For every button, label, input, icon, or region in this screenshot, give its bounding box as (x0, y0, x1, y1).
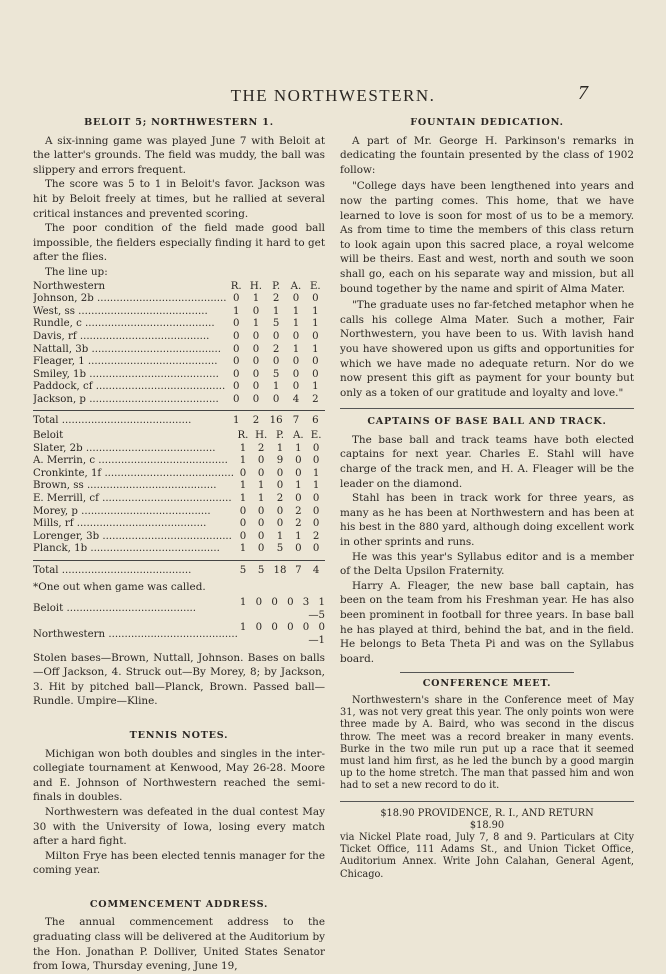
player-name: Slater, 2b ........................................ (33, 442, 216, 454)
stat-cell: 7 (292, 415, 300, 427)
stat-cell: 0 (312, 293, 319, 305)
stat-cell: 1 (292, 343, 300, 355)
page-header: THE NORTHWESTERN. (230, 86, 436, 105)
player-name: E. Merrill, cf ........................................ (33, 493, 232, 505)
beloit-paragraph: The score was 5 to 1 in Beloit's favor. Jackson was hit by Beloit freely at times, but he rallied at several critical instances and prevented scoring. (33, 178, 325, 220)
stat-cell: 1 (312, 480, 320, 492)
stat-cell: 0 (272, 330, 280, 342)
stat-cell: 0 (312, 518, 320, 530)
stat-cell: 1 (292, 318, 300, 330)
player-name: Total ........................................ (33, 565, 192, 576)
stat-cell: 0 (312, 330, 319, 342)
stat-cell: 0 (295, 543, 302, 555)
player-name: Total ........................................ (33, 415, 192, 427)
stat-cell: 1 (312, 343, 319, 355)
stat-cell: 0 (239, 505, 247, 517)
table-row (33, 518, 325, 531)
stat-cell: 1 (239, 493, 247, 505)
stat-cell: 0 (312, 368, 319, 380)
stat-cell: 0 (257, 455, 265, 467)
tennis-paragraph: Milton Frye has been elected tennis manager for the coming year. (33, 849, 325, 877)
stat-cell: 0 (252, 356, 260, 368)
commencement-heading: COMMENCEMENT ADDRESS. (89, 898, 269, 910)
stat-cell: 2 (272, 293, 280, 305)
team-name: Beloit ........................................ (33, 603, 197, 615)
stat-cell: 0 (232, 343, 240, 355)
stat-cell: 1 (312, 318, 319, 330)
stat-cell: R. (237, 430, 249, 442)
stat-cell: 5 (272, 368, 280, 380)
stat-cell: 4 (292, 393, 300, 405)
captains-paragraph: Stahl has been in track work for three years, as many as he has been at Northwestern and has been at his best in the 880 yard, although doing excellent work in other sprints and runs. (340, 492, 634, 549)
beloit-paragraph: A six-inning game was played June 7 with Beloit at the latter's grounds. The field was muddy, the ball was slippery and errors frequent. (33, 134, 325, 176)
table-row (33, 381, 325, 394)
stat-cell: 5 (257, 565, 265, 576)
stat-cell: 0 (252, 343, 260, 355)
stat-cell: 2 (312, 393, 319, 405)
stat-cell: 0 (292, 330, 300, 342)
stat-cell: 1 (239, 543, 247, 555)
table-row (33, 468, 325, 481)
stat-cell: 0 (239, 530, 247, 542)
stat-cell: 0 (276, 480, 284, 492)
table-row (33, 455, 325, 468)
stat-cell: 0 (292, 293, 300, 305)
stat-cell: 0 (295, 467, 302, 479)
stat-cell: 1 (232, 415, 240, 427)
stat-cell: 0 (239, 467, 247, 479)
table-row (33, 293, 325, 306)
player-name: Brown, ss ........................................ (33, 480, 217, 492)
stat-cell: 7 (295, 565, 302, 576)
captains-paragraph: Harry A. Fleager, the new base ball captain, has been on the team from his Freshman year. He has also been prominent in football for three years. In base ball he has played at third, behind the bat, and in the field. He belongs to Beta Theta Pi and was on the Syllabus board. (340, 579, 634, 665)
game-note: *One out when game was called. (33, 580, 206, 593)
stat-cell: 0 (292, 381, 300, 393)
game-summary: Stolen bases—Brown, Nuttall, Johnson. Bases on balls—Off Jackson, 4. Struck out—By Morey, 8; by Jackson, 3. Hit by pitched ball—Planck, Brown. Passed ball—Rundle. Umpire—Kline. (33, 651, 325, 708)
captains-paragraph: The base ball and track teams have both elected captains for next year. Charles E. Stahl will have charge of the track men, and H. A. Fleager will be the leader on the diamond. (340, 433, 634, 490)
stat-cell: 2 (252, 415, 260, 427)
stat-cell: 1 (312, 467, 320, 479)
section-divider (340, 801, 634, 802)
player-name: West, ss ........................................ (33, 305, 208, 317)
table-row (33, 543, 325, 556)
northwestern-box-score (33, 281, 325, 429)
stat-cell: 1 (252, 318, 260, 330)
stat-cell: 1 (272, 381, 280, 393)
stat-cell: 1 (276, 530, 284, 542)
tennis-paragraph: Michigan won both doubles and singles in the inter-collegiate tournament at Kenwood, May 26-28. Moore and E. Johnson of Northwestern reached the semi-finals in doubles. (33, 747, 325, 804)
table-row (33, 443, 325, 456)
player-name: Mills, rf ........................................ (33, 518, 207, 530)
stat-cell: 0 (232, 381, 240, 393)
table-row (33, 394, 325, 407)
stat-cell: 0 (232, 318, 240, 330)
stat-cell: 1 (272, 305, 280, 317)
stat-cell: 5 (272, 318, 280, 330)
fountain-paragraph: "The graduate uses no far-fetched metaphor when he calls his college Alma Mater. Such a mother, Fair Northwestern, you have been to us. With lavish hand you have showered upon us gifts and opportunities for which we have made no adequate return. Nor do we now present this gift as payment for your bounty but only as a token of our gratitude and loyalty and love." (340, 299, 635, 399)
stat-cell: 0 (257, 467, 265, 479)
stat-cell: 0 (276, 467, 284, 479)
beloit-paragraph: The poor condition of the field made good ball impossible, the fielders especially finding it hard to get after the flies. (33, 222, 325, 264)
page-number: 7 (578, 82, 588, 104)
stat-cell: 18 (273, 565, 287, 576)
tennis-heading: TENNIS NOTES. (129, 729, 229, 741)
stat-cell: 0 (252, 393, 260, 405)
stat-cell: P. (275, 430, 284, 442)
table-row (33, 369, 325, 382)
inning-scores: 1 0 0 0 3 1—5 (239, 597, 325, 621)
stat-cell: R. (230, 280, 242, 292)
stat-cell: 0 (292, 356, 300, 368)
stat-cell: 0 (252, 368, 260, 380)
tennis-paragraph: Northwestern was defeated in the dual contest May 30 with the University of Iowa, losing every match after a hard fight. (33, 805, 325, 848)
advert-title: $18.90 PROVIDENCE, R. I., AND RETURN (380, 807, 594, 819)
stat-cell: 9 (276, 455, 284, 467)
player-name: Cronkinte, 1f ........................................ (33, 467, 234, 479)
stat-cell: E. (310, 430, 322, 442)
captains-paragraph: He was this year's Syllabus editor and is a member of the Delta Upsilon Fraternity. (340, 550, 634, 578)
player-name: Paddock, cf ........................................ (33, 381, 226, 393)
stat-cell: 0 (252, 305, 260, 317)
stat-cell: 6 (312, 415, 319, 427)
beloit-heading: BELOIT 5; NORTHWESTERN 1. (84, 117, 274, 128)
commencement-paragraph: The annual commencement address to the graduating class will be delivered at the Auditorium by the Hon. Jonathan P. Dolliver, United States Senator from Iowa, Thursday evening, June 19, (33, 916, 325, 973)
stat-cell: 0 (257, 505, 265, 517)
player-name: Northwestern (33, 280, 106, 292)
beloit-paragraph: The line up: (45, 265, 108, 278)
stat-cell: 5 (276, 543, 284, 555)
stat-cell: 0 (252, 330, 260, 342)
stat-cell: 0 (312, 442, 320, 454)
stat-cell: 0 (312, 356, 319, 368)
stat-cell: 2 (276, 493, 284, 505)
table-row (33, 506, 325, 519)
table-row (33, 331, 325, 344)
player-name: Beloit (33, 430, 64, 442)
stat-cell: 1 (276, 442, 284, 454)
stat-cell: 0 (312, 455, 320, 467)
stat-cell: 0 (232, 330, 240, 342)
innings-score (33, 597, 325, 647)
stat-cell: 1 (239, 442, 247, 454)
player-name: A. Merrin, c ........................................ (33, 455, 228, 467)
table-header (33, 281, 325, 294)
player-name: Rundle, c ........................................ (33, 318, 215, 330)
table-header (33, 430, 325, 443)
stat-cell: 5 (239, 565, 247, 576)
stat-cell: 0 (257, 543, 265, 555)
stat-cell: 0 (276, 505, 284, 517)
table-rule (33, 556, 325, 565)
advert-body: via Nickel Plate road, July 7, 8 and 9. Particulars at City Ticket Office, 111 Adams St., and Union Ticket Office, Auditorium Annex. Write John Calahan, General Agent, Chicago. (340, 832, 634, 880)
stat-cell: 0 (292, 368, 300, 380)
stat-cell: 2 (295, 518, 302, 530)
player-name: Jackson, p ........................................ (33, 393, 219, 405)
stat-cell: 0 (295, 455, 302, 467)
stat-cell: 0 (232, 368, 240, 380)
captains-heading: CAPTAINS OF BASE BALL AND TRACK. (367, 416, 607, 428)
stat-cell: 0 (252, 381, 260, 393)
fountain-paragraph: "College days have been lengthened into years and now the parting comes. This home, that we have learned to love is soon for most of us to be a memory. As from time to time the members of this class return to look again upon this sacred place, a royal welcome will be theirs. East and west, north and south we soon shall go, each on his separate way and mission, but all bound together by the name and spirit of Alma Mater. (340, 180, 634, 295)
stat-cell: 0 (257, 518, 265, 530)
stat-cell: 0 (232, 293, 240, 305)
stat-cell: 0 (272, 393, 280, 405)
table-row (33, 318, 325, 331)
stat-cell: 0 (312, 493, 320, 505)
stat-cell: H. (255, 430, 268, 442)
stat-cell: E. (309, 280, 321, 292)
stat-cell: 0 (276, 518, 284, 530)
stat-cell: 1 (257, 480, 265, 492)
player-name: Nattall, 3b ........................................ (33, 343, 222, 355)
table-row (33, 344, 325, 357)
section-divider (340, 408, 634, 409)
stat-cell: 1 (292, 305, 300, 317)
innings-row (33, 597, 325, 622)
player-name: Planck, 1b ........................................ (33, 543, 220, 555)
player-name: Smiley, 1b ........................................ (33, 368, 219, 380)
conference-paragraph: Northwestern's share in the Conference meet of May 31, was not very great this year. The only points won were three made by A. Baird, who was second in the discus throw. The meet was a record breaker in many events. Burke in the two mile run put up a race that it seemed must land him first, as he led the bunch by a good margin up to the home stretch. The man that passed him and won had to set a new record to do it. (340, 694, 634, 792)
table-row (33, 306, 325, 319)
table-row (33, 480, 325, 493)
stat-cell: 4 (312, 565, 320, 576)
table-total (33, 565, 325, 578)
table-row (33, 493, 325, 506)
stat-cell: 1 (312, 381, 319, 393)
stat-cell: P. (272, 280, 281, 292)
left-column (33, 112, 325, 974)
stat-cell: 1 (232, 305, 240, 317)
stat-cell: 1 (295, 480, 302, 492)
section-divider (400, 672, 574, 673)
stat-cell: 1 (312, 305, 319, 317)
stat-cell: 1 (257, 493, 265, 505)
stat-cell: 2 (295, 505, 302, 517)
stat-cell: A. (293, 430, 304, 442)
stat-cell: 0 (232, 356, 240, 368)
stat-cell: 0 (232, 393, 240, 405)
beloit-box-score (33, 430, 325, 578)
player-name: Fleager, 1 ........................................ (33, 356, 218, 368)
table-row (33, 356, 325, 369)
right-column (340, 112, 634, 881)
fountain-paragraph: A part of Mr. George H. Parkinson's remarks in dedicating the fountain presented by the class of 1902 follow: (340, 134, 634, 176)
stat-cell: 2 (312, 530, 320, 542)
stat-cell: 0 (257, 530, 265, 542)
player-name: Davis, rf ........................................ (33, 330, 210, 342)
team-name: Northwestern ........................................ (33, 628, 238, 640)
stat-cell: 16 (269, 415, 283, 427)
fountain-heading: FOUNTAIN DEDICATION. (410, 117, 564, 128)
advert-price: $18.90 (469, 819, 505, 831)
stat-cell: H. (249, 280, 263, 292)
conference-heading: CONFERENCE MEET. (422, 678, 552, 690)
stat-cell: 1 (295, 442, 302, 454)
stat-cell: 0 (312, 505, 320, 517)
stat-cell: 0 (239, 518, 247, 530)
inning-scores: 1 0 0 0 0 0—1 (239, 622, 325, 646)
stat-cell: A. (290, 280, 302, 292)
player-name: Lorenger, 3b ........................................ (33, 530, 232, 542)
stat-cell: 0 (312, 543, 320, 555)
stat-cell: 1 (252, 293, 260, 305)
player-name: Johnson, 2b ........................................ (33, 293, 227, 305)
stat-cell: 2 (272, 343, 280, 355)
stat-cell: 0 (272, 356, 280, 368)
stat-cell: 1 (295, 530, 302, 542)
table-row (33, 531, 325, 544)
stat-cell: 1 (239, 480, 247, 492)
stat-cell: 1 (239, 455, 247, 467)
stat-cell: 2 (257, 442, 265, 454)
table-rule (33, 406, 325, 415)
player-name: Morey, p ........................................ (33, 505, 211, 517)
innings-row (33, 622, 325, 647)
table-total (33, 415, 325, 428)
stat-cell: 0 (295, 493, 302, 505)
